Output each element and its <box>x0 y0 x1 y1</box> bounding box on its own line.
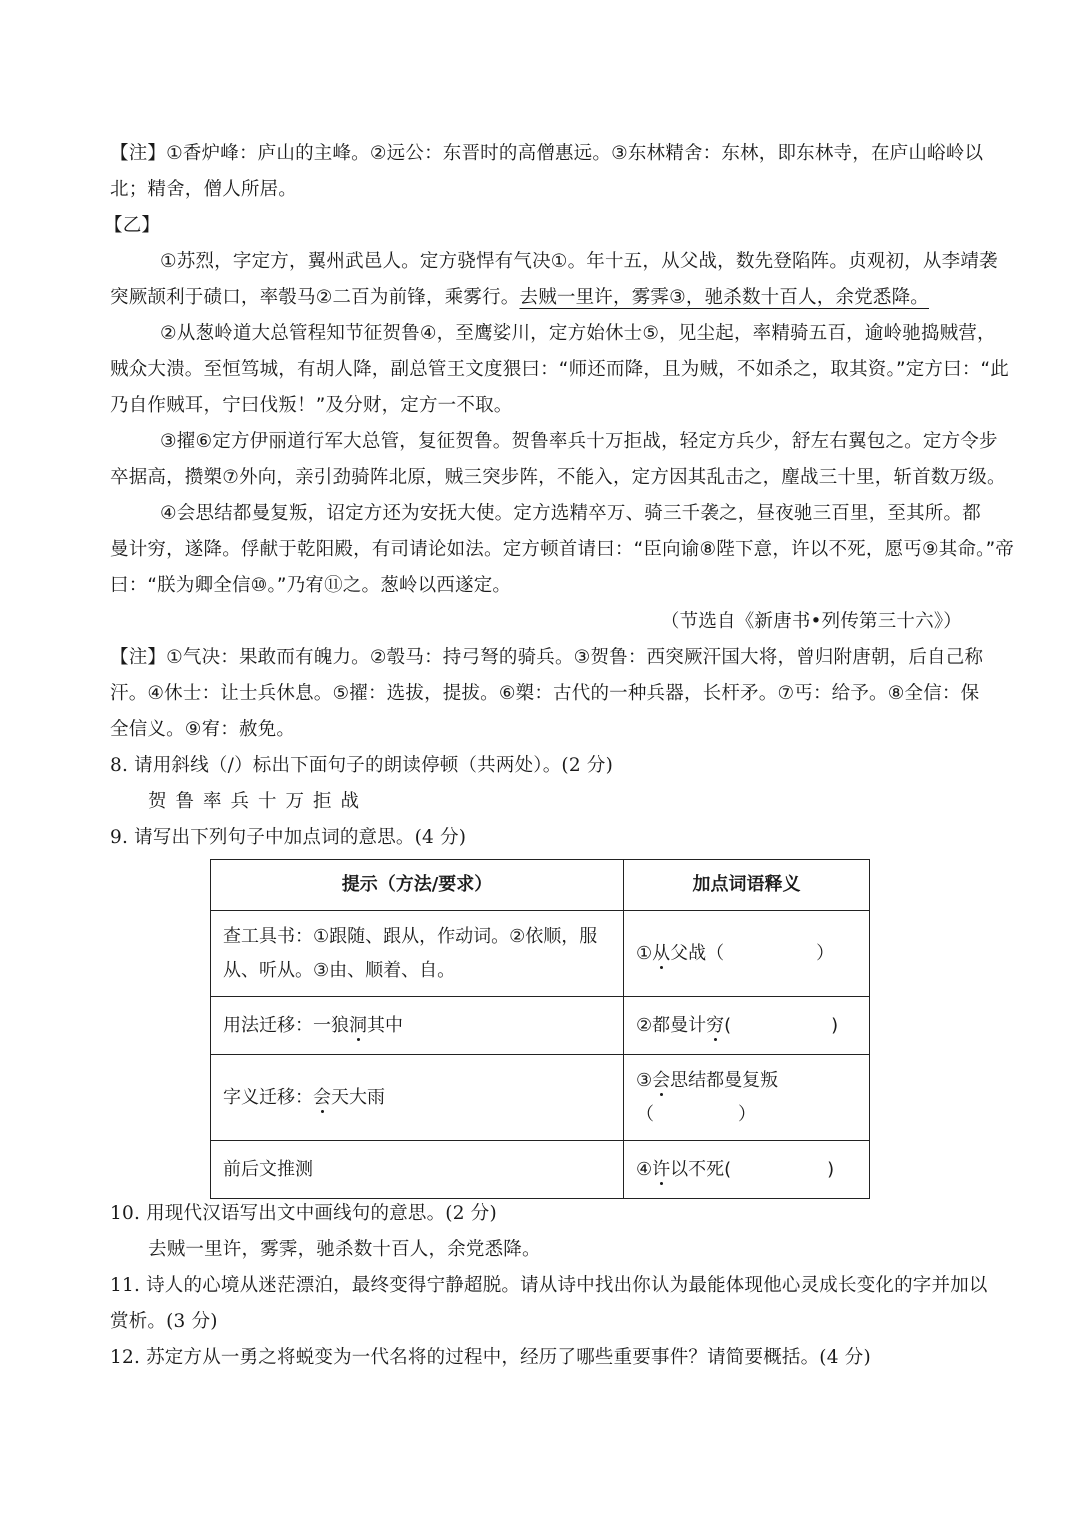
item-number: ④ <box>636 1158 653 1180</box>
hint-text: 其中 <box>367 1014 403 1036</box>
hint-cell: 前后文推测 <box>211 1141 624 1199</box>
header-hint: 提示（方法/要求） <box>211 860 624 911</box>
question-11-line1: 11. 诗人的心境从迷茫漂泊，最终变得宁静超脱。请从诗中找出你认为最能体现他心灵成长变化的字并加以 <box>110 1275 988 1296</box>
meaning-cell <box>624 997 870 1055</box>
item-text: 以不死( <box>670 1158 732 1180</box>
note2-line2: 汗。④休士：让士兵休息。⑤擢：选拔，提拔。⑥槊：古代的一种兵器，长杆矛。⑦丐：给予。⑧全信：保 <box>110 683 980 704</box>
question-8-sentence: 贺鲁率兵十万拒战 <box>148 791 369 812</box>
section-heading-yi: 【乙】 <box>104 215 161 236</box>
passage-p2-line1: ②从葱岭道大总管程知节征贺鲁④，至鹰娑川，定方始休士⑤，见尘起，率精骑五百，逾岭驰捣贼营， <box>160 323 996 344</box>
table-row <box>211 997 870 1055</box>
dotted-word: 许 <box>652 1158 671 1180</box>
answer-blank-close[interactable]: ) <box>827 1158 835 1180</box>
passage-p2-line3: 乃自作贼耳，宁曰伐叛！”及分财，定方一不取。 <box>110 395 513 416</box>
passage-p4-line3: 曰：“朕为卿全信⑩。”乃宥⑪之。葱岭以西遂定。 <box>110 575 512 596</box>
table-row <box>211 1055 870 1141</box>
question-11-line2: 赏析。(3 分) <box>110 1311 218 1332</box>
answer-blank-close[interactable]: ） <box>738 1103 756 1125</box>
table-header-row <box>211 860 870 911</box>
passage-p3-line1: ③擢⑥定方伊丽道行军大总管，复征贺鲁。贺鲁率兵十万拒战，轻定方兵少，舒左右翼包之。定方令步 <box>160 431 998 452</box>
question-12: 12. 苏定方从一勇之将蜕变为一代名将的过程中，经历了哪些重要事件？请简要概括。(4 分) <box>110 1347 871 1368</box>
dotted-word: 会 <box>313 1086 331 1108</box>
meaning-cell <box>624 1141 870 1199</box>
meaning-cell <box>624 911 870 997</box>
answer-blank-close[interactable]: ） <box>816 942 835 964</box>
passage-source: （节选自《新唐书•列传第三十六》） <box>660 611 962 632</box>
hint-text: 天大雨 <box>331 1086 385 1108</box>
table-row <box>211 911 870 997</box>
hint-cell <box>211 997 624 1055</box>
underlined-sentence: 去贼一里许，雾霁③，驰杀数十百人，余党悉降。 <box>519 287 929 308</box>
header-meaning: 加点词语释义 <box>624 860 870 911</box>
passage-p4-line1: ④会思结都曼复叛，诏定方还为安抚大使。定方选精卒万、骑三千袭之，昼夜驰三百里，至其所。都 <box>160 503 981 524</box>
answer-blank-open[interactable]: （ <box>636 1103 654 1125</box>
dotted-word: 穷 <box>706 1014 725 1036</box>
question-10-sentence: 去贼一里许，雾霁，驰杀数十百人，余党悉降。 <box>148 1239 541 1260</box>
item-text: ( <box>724 1014 732 1036</box>
item-text: 父战（ <box>670 942 725 964</box>
hint-text: 用法迁移：一狼 <box>223 1014 349 1036</box>
question-10: 10. 用现代汉语写出文中画线句的意思。(2 分) <box>110 1203 497 1224</box>
passage-p4-line2: 曼计穷，遂降。俘献于乾阳殿，有司请论如法。定方顿首请曰：“臣向谕⑧陛下意，许以不死，愿丐⑨其命。”帝 <box>110 539 1015 560</box>
definition-table <box>210 859 870 1199</box>
dotted-word: 从 <box>652 942 671 964</box>
item-number: ① <box>636 942 653 964</box>
item-text: 思结都曼复叛 <box>670 1069 779 1091</box>
hint-cell <box>211 1055 624 1141</box>
question-8: 8. 请用斜线（/）标出下面句子的朗读停顿（共两处）。(2 分) <box>110 755 614 776</box>
item-text: ②都曼计 <box>636 1014 707 1036</box>
note2-line3: 全信义。⑨宥：赦免。 <box>110 719 296 740</box>
meaning-cell <box>624 1055 870 1141</box>
question-9: 9. 请写出下列句子中加点词的意思。(4 分) <box>110 827 467 848</box>
answer-blank-close[interactable]: ) <box>831 1014 839 1036</box>
hint-cell <box>211 911 624 997</box>
item-number: ③ <box>636 1069 653 1091</box>
note1-line1: 【注】①香炉峰：庐山的主峰。②远公：东晋时的高僧惠远。③东林精舍：东林，即东林寺，在庐山峪岭以 <box>110 143 984 164</box>
passage-p1-line1: ①苏烈，字定方，翼州武邑人。定方骁悍有气决①。年十五，从父战，数先登陷阵。贞观初，从李靖袭 <box>160 251 998 272</box>
table-row <box>211 1141 870 1199</box>
hint-line: 从、听从。③由、顺着、自。 <box>223 959 456 981</box>
passage-p2-line2: 贼众大溃。至恒笃城，有胡人降，副总管王文度猥曰：“师还而降，且为贼，不如杀之，取其资。”定方曰：“此 <box>110 359 1010 380</box>
hint-text: 字义迁移： <box>223 1086 313 1108</box>
passage-p1-line2-text: 突厥颉利于碛口，率彀马②二百为前锋，乘雾行。 <box>110 287 520 308</box>
hint-line: 查工具书：①跟随、跟从，作动词。②依顺，服 <box>223 925 598 947</box>
dotted-word: 会 <box>652 1069 671 1091</box>
note2-line1: 【注】①气决：果敢而有魄力。②彀马：持弓弩的骑兵。③贺鲁：西突厥汗国大将，曾归附唐朝，后自己称 <box>110 647 984 668</box>
note1-line2: 北；精舍，僧人所居。 <box>110 179 298 200</box>
passage-p3-line2: 卒据高，攒槊⑦外向，亲引劲骑阵北原，贼三突步阵，不能入，定方因其乱击之，麈战三十里，斩首数万级。 <box>110 467 1006 488</box>
dotted-word: 洞 <box>349 1014 367 1036</box>
passage-p1-line2 <box>110 280 970 316</box>
